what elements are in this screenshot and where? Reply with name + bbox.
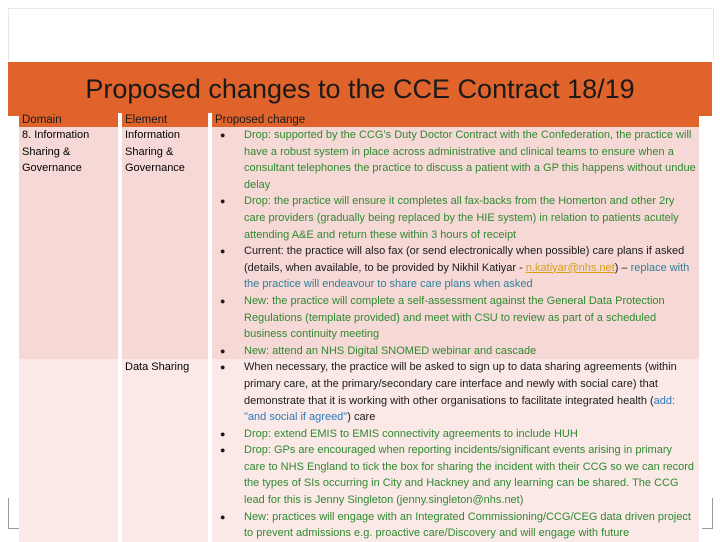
table-row <box>19 359 699 542</box>
bullet-icon: ● <box>220 246 226 257</box>
bullet-icon: ● <box>220 130 226 140</box>
frame-corner-right <box>702 498 713 529</box>
email-link[interactable]: n.katiyar@nhs.net <box>525 261 615 274</box>
bullet-icon: ● <box>220 196 226 207</box>
table-row <box>19 127 699 359</box>
bullet-icon: ● <box>220 445 226 456</box>
header-proposed-change: Proposed change <box>210 113 699 127</box>
slide-title: Proposed changes to the CCE Contract 18/19 <box>85 74 635 104</box>
element-cell: Data Sharing <box>120 359 210 542</box>
element-cell: Information Sharing & Governance <box>120 127 210 359</box>
list-item: ● Drop: supported by the CCG’s Duty Doctor Contract with the Confederation, the practice will have a robust system in place across administrative and clinical teams to ensure when a consultant telephones the practice to discuss a patient with a GP this happens without undue delay <box>220 129 696 191</box>
bullet-icon: ● <box>220 511 226 522</box>
slide-frame <box>8 8 714 61</box>
change-list <box>215 359 696 542</box>
list-item: ● Drop: the practice will ensure it completes all fax-backs from the Homerton and other 2ry care providers (gradually being replaced by the HIE system) in relation to patients acutely attending A&E and return these within 3 hours of receipt <box>220 195 679 241</box>
proposed-change-cell <box>210 127 699 359</box>
list-item: ● Current: the practice will also fax (or send electronically when possible) care plans if asked (details, when available, to be provided by Nikhil Katiyar - n.katiyar@nhs.net) – replace with the practice will endeavour to share care plans when asked <box>220 245 690 291</box>
bullet-icon: ● <box>220 345 226 356</box>
bullet-icon: ● <box>220 295 226 306</box>
list-item: ● New: attend an NHS Digital SNOMED webinar and cascade <box>215 343 696 360</box>
proposed-change-cell <box>210 359 699 542</box>
list-item: ● Drop: GPs are encouraged when reporting incidents/significant events arising in primary care to NHS England to tick the box for sharing the incident with their CCG so we can record the types of SIs occurring in City and Hackney and any learning can be shared. The CCG lead for this is Jenny Singleton (jenny.singleton@nhs.net) <box>220 444 694 507</box>
domain-cell <box>19 359 120 542</box>
changes-table <box>19 113 699 542</box>
bullet-icon: ● <box>220 428 226 439</box>
title-band <box>8 62 712 116</box>
list-item: ● New: practices will engage with an Integrated Commissioning/CCG/CEG data driven project to prevent admissions e.g. proactive care/Discovery and will engage with future <box>220 510 691 540</box>
list-item: ● Drop: extend EMIS to EMIS connectivity agreements to include HUH <box>215 426 696 443</box>
header-element: Element <box>120 113 210 127</box>
table-header-row <box>19 113 699 127</box>
list-item: ● New: the practice will complete a self-assessment against the General Data Protection Regulations (template provided) and meet with CSU to review as part of a scheduled business continuity meeting <box>220 294 665 341</box>
list-item: ● When necessary, the practice will be asked to sign up to data sharing agreements (within primary care, at the primary/secondary care interface and newly with social care) that demonstrate that it is working with other organisations to facilitate integrated health (add: "and social if agreed") care <box>220 361 677 424</box>
frame-corner-left <box>8 498 19 529</box>
bullet-icon: ● <box>220 362 226 373</box>
change-list <box>215 127 696 359</box>
header-domain: Domain <box>19 113 120 127</box>
domain-cell: 8. Information Sharing & Governance <box>19 127 120 359</box>
